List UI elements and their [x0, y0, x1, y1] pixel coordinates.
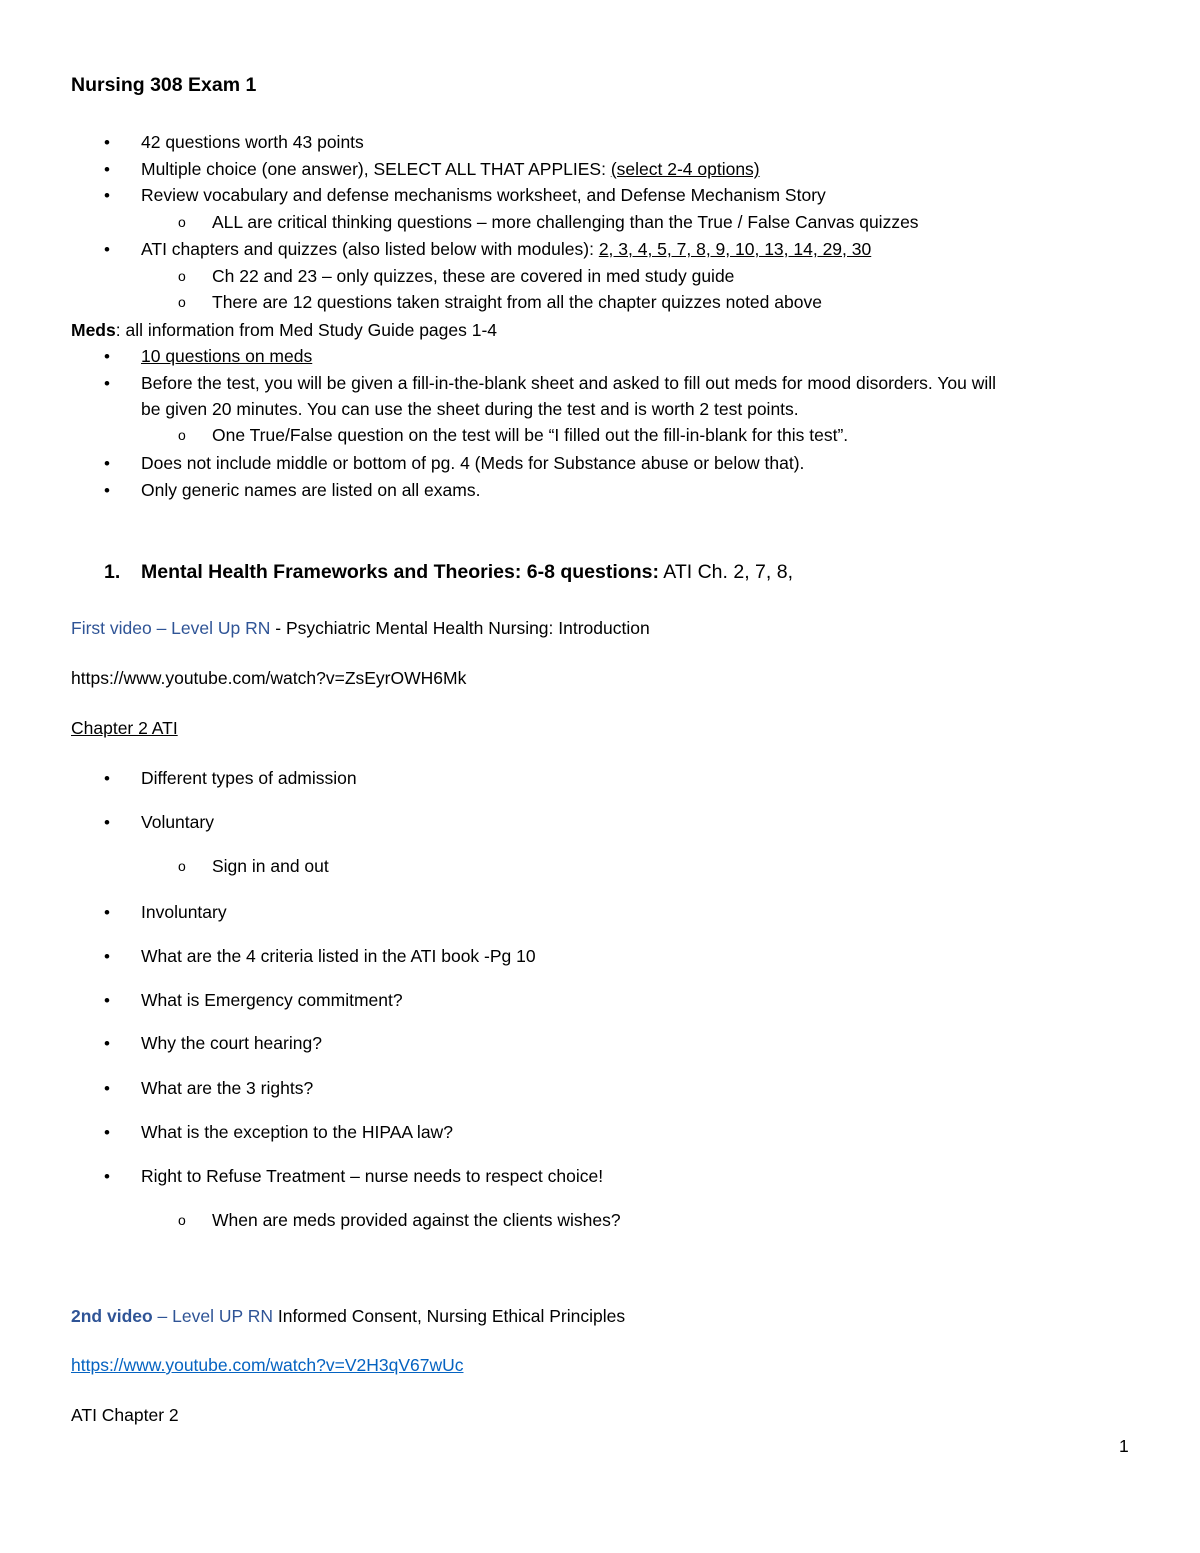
list-item-text: Different types of admission	[141, 768, 357, 788]
list-item-text: Right to Refuse Treatment – nurse needs to respect choice!	[141, 1166, 604, 1186]
meds-text: Meds: all information from Med Study Guide pages 1-4	[71, 320, 498, 340]
section-heading	[0, 559, 1200, 586]
sub-list-item	[0, 853, 1200, 880]
sub-list-item	[0, 422, 1200, 449]
sub-list-item	[0, 1207, 1200, 1234]
bullet-icon: •	[104, 1034, 110, 1053]
list-item-text: be given 20 minutes. You can use the sheet during the test and is worth 2 test points.	[141, 399, 799, 419]
list-item	[0, 899, 1200, 926]
list-item-text: Only generic names are listed on all exams.	[141, 480, 481, 500]
list-item-text: What is Emergency commitment?	[141, 990, 403, 1010]
video-title: First video – Level Up RN - Psychiatric Mental Health Nursing: Introduction	[71, 618, 650, 638]
sub-list-item-text: When are meds provided against the clients wishes?	[212, 1210, 621, 1230]
list-item	[0, 182, 1200, 209]
list-item	[0, 129, 1200, 156]
ati-chapter-text: ATI Chapter 2	[71, 1405, 179, 1425]
bullet-icon: •	[104, 1079, 110, 1098]
bullet-icon: •	[104, 133, 110, 152]
underlined-text: (select 2-4 options)	[610, 159, 760, 179]
video-title: 2nd video – Level UP RN Informed Consent, Nursing Ethical Principles	[71, 1306, 626, 1326]
video-label: 2nd video	[71, 1306, 153, 1326]
bullet-icon: •	[104, 903, 110, 922]
meds-line	[0, 317, 1200, 344]
list-item-text: Multiple choice (one answer), SELECT ALL THAT APPLIES: (select 2-4 options)	[141, 159, 760, 179]
list-item-text: Involuntary	[141, 902, 227, 922]
list-item	[0, 477, 1200, 504]
list-item	[0, 1075, 1200, 1102]
bullet-icon: •	[104, 454, 110, 473]
chapter-heading-line	[0, 715, 1200, 742]
bullet-icon: •	[104, 160, 110, 179]
document-title-line	[0, 72, 1200, 99]
sub-list-item-text: Ch 22 and 23 – only quizzes, these are covered in med study guide	[212, 266, 735, 286]
list-item	[0, 765, 1200, 792]
list-item-text: What are the 3 rights?	[141, 1078, 314, 1098]
bullet-icon: •	[104, 186, 110, 205]
list-item-text: Review vocabulary and defense mechanisms worksheet, and Defense Mechanism Story	[141, 185, 826, 205]
bullet-icon: •	[104, 813, 110, 832]
list-item-text: What is the exception to the HIPAA law?	[141, 1122, 453, 1142]
list-item	[0, 236, 1200, 263]
sub-bullet-icon: o	[178, 427, 186, 443]
list-item	[0, 1030, 1200, 1057]
sub-bullet-icon: o	[178, 214, 186, 230]
list-item	[0, 1119, 1200, 1146]
list-item	[0, 987, 1200, 1014]
list-item	[0, 156, 1200, 183]
video-line	[0, 1303, 1200, 1330]
chapter-heading: Chapter 2 ATI	[71, 718, 178, 738]
list-item	[0, 943, 1200, 970]
list-item	[0, 450, 1200, 477]
list-item-text: What are the 4 criteria listed in the ATI book -Pg 10	[141, 946, 536, 966]
list-item-continuation	[0, 396, 1200, 423]
list-item-text: ATI chapters and quizzes (also listed below with modules): 2, 3, 4, 5, 7, 8, 9, 10, 13, 14, 29, 30	[141, 239, 872, 259]
sub-list-item-text: There are 12 questions taken straight from all the chapter quizzes noted above	[212, 292, 822, 312]
list-item	[0, 370, 1200, 397]
page-number: 1	[1119, 1436, 1129, 1456]
bullet-icon: •	[104, 947, 110, 966]
list-item	[0, 809, 1200, 836]
bullet-icon: •	[104, 991, 110, 1010]
sub-bullet-icon: o	[178, 858, 186, 874]
sub-list-item-text: ALL are critical thinking questions – more challenging than the True / False Canvas quizzes	[212, 212, 919, 232]
list-item-text: 10 questions on meds	[141, 346, 313, 366]
sub-bullet-icon: o	[178, 268, 186, 284]
meds-label: Meds	[71, 320, 116, 340]
list-item-text: 42 questions worth 43 points	[141, 132, 364, 152]
list-item	[0, 343, 1200, 370]
bullet-icon: •	[104, 481, 110, 500]
sub-bullet-icon: o	[178, 1212, 186, 1228]
sub-list-item-text: One True/False question on the test will be “I filled out the fill-in-blank for this test”.	[212, 425, 849, 445]
sub-bullet-icon: o	[178, 294, 186, 310]
bullet-icon: •	[104, 1167, 110, 1186]
document-title: Nursing 308 Exam 1	[71, 74, 257, 96]
sub-list-item	[0, 263, 1200, 290]
bullet-icon: •	[104, 1123, 110, 1142]
underlined-text: 2, 3, 4, 5, 7, 8, 9, 10, 13, 14, 29, 30	[598, 239, 872, 259]
bullet-icon: •	[104, 374, 110, 393]
video-link[interactable]: https://www.youtube.com/watch?v=V2H3qV67wUc	[71, 1355, 464, 1375]
list-item	[0, 1163, 1200, 1190]
list-item-text: Before the test, you will be given a fill-in-the-blank sheet and asked to fill out meds for mood disorders. You will	[141, 373, 997, 393]
section-title: Mental Health Frameworks and Theories: 6-8 questions: ATI Ch. 2, 7, 8,	[141, 561, 793, 583]
list-item-text: Does not include middle or bottom of pg. 4 (Meds for Substance abuse or below that).	[141, 453, 805, 473]
bullet-icon: •	[104, 769, 110, 788]
ati-chapter-line	[0, 1402, 1200, 1429]
list-item-text: Why the court hearing?	[141, 1033, 322, 1053]
bullet-icon: •	[104, 347, 110, 366]
sub-list-item-text: Sign in and out	[212, 856, 329, 876]
bullet-icon: •	[104, 240, 110, 259]
video-url-line	[0, 665, 1200, 692]
sub-list-item	[0, 209, 1200, 236]
sub-list-item	[0, 289, 1200, 316]
video-line	[0, 615, 1200, 642]
video-url-line	[0, 1352, 1200, 1379]
list-item-text: Voluntary	[141, 812, 214, 832]
video-label: First video – Level Up RN	[71, 618, 271, 638]
section-number: 1.	[104, 561, 121, 583]
video-url: https://www.youtube.com/watch?v=ZsEyrOWH6Mk	[71, 668, 467, 688]
